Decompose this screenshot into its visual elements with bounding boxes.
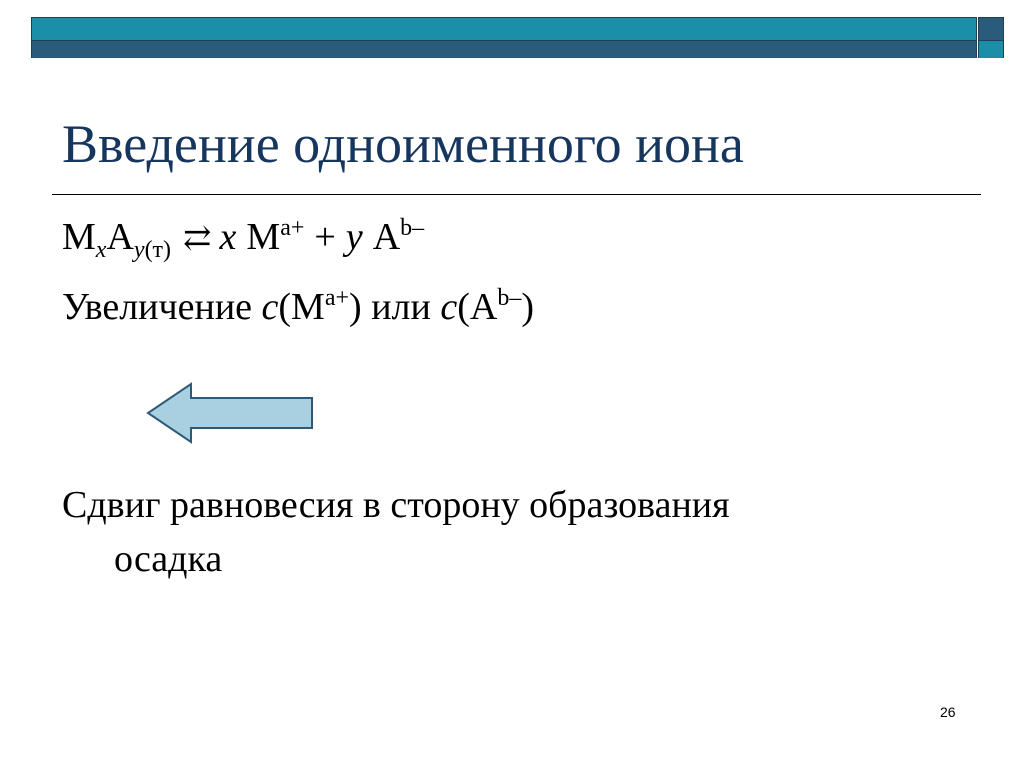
eq-m: M bbox=[62, 216, 96, 258]
header-corner-square bbox=[978, 17, 1004, 58]
equilibrium-shift-text bbox=[62, 478, 942, 586]
corner-dark-band bbox=[979, 18, 1003, 40]
equilibrium-arrows-icon: ⇄ bbox=[183, 220, 212, 257]
increase-charge-a: b– bbox=[497, 285, 522, 311]
slide-title: Введение одноименного иона bbox=[62, 114, 744, 174]
equilibrium-equation bbox=[62, 214, 424, 265]
header-bar-light-band bbox=[32, 18, 976, 40]
eq-ion-m: M bbox=[246, 216, 281, 258]
eq-sub-x: x bbox=[95, 237, 107, 263]
eq-sub-state: (т) bbox=[144, 237, 172, 263]
increase-close: ) bbox=[521, 286, 534, 328]
eq-coef-y: y bbox=[345, 216, 363, 258]
increase-c1: c bbox=[261, 286, 279, 328]
increase-prefix: Увеличение bbox=[62, 286, 262, 328]
increase-open-2: (A bbox=[457, 286, 498, 328]
increase-c2: c bbox=[440, 286, 458, 328]
eq-plus: + bbox=[314, 216, 336, 258]
increase-open-1: (M bbox=[278, 286, 325, 328]
eq-sub-y-group bbox=[134, 237, 171, 263]
increase-middle: ) или bbox=[349, 286, 441, 328]
eq-coef-x: x bbox=[219, 216, 237, 258]
shift-line-1: Сдвиг равновесия в сторону образования bbox=[62, 484, 730, 526]
header-bar-dark-band bbox=[32, 40, 976, 58]
left-arrow-icon bbox=[146, 382, 314, 444]
eq-charge-a: b– bbox=[400, 215, 425, 241]
title-underline bbox=[52, 194, 981, 195]
eq-ion-a: A bbox=[372, 216, 401, 258]
increase-charge-m: a+ bbox=[324, 285, 350, 311]
eq-charge-m: a+ bbox=[280, 215, 305, 241]
eq-a: A bbox=[106, 216, 134, 258]
page-number: 26 bbox=[940, 704, 956, 720]
header-bar bbox=[31, 17, 977, 58]
shift-line-2: осадка bbox=[114, 538, 223, 580]
concentration-increase-line bbox=[62, 284, 534, 331]
corner-light-band bbox=[979, 40, 1003, 58]
eq-sub-y: y bbox=[133, 237, 145, 263]
